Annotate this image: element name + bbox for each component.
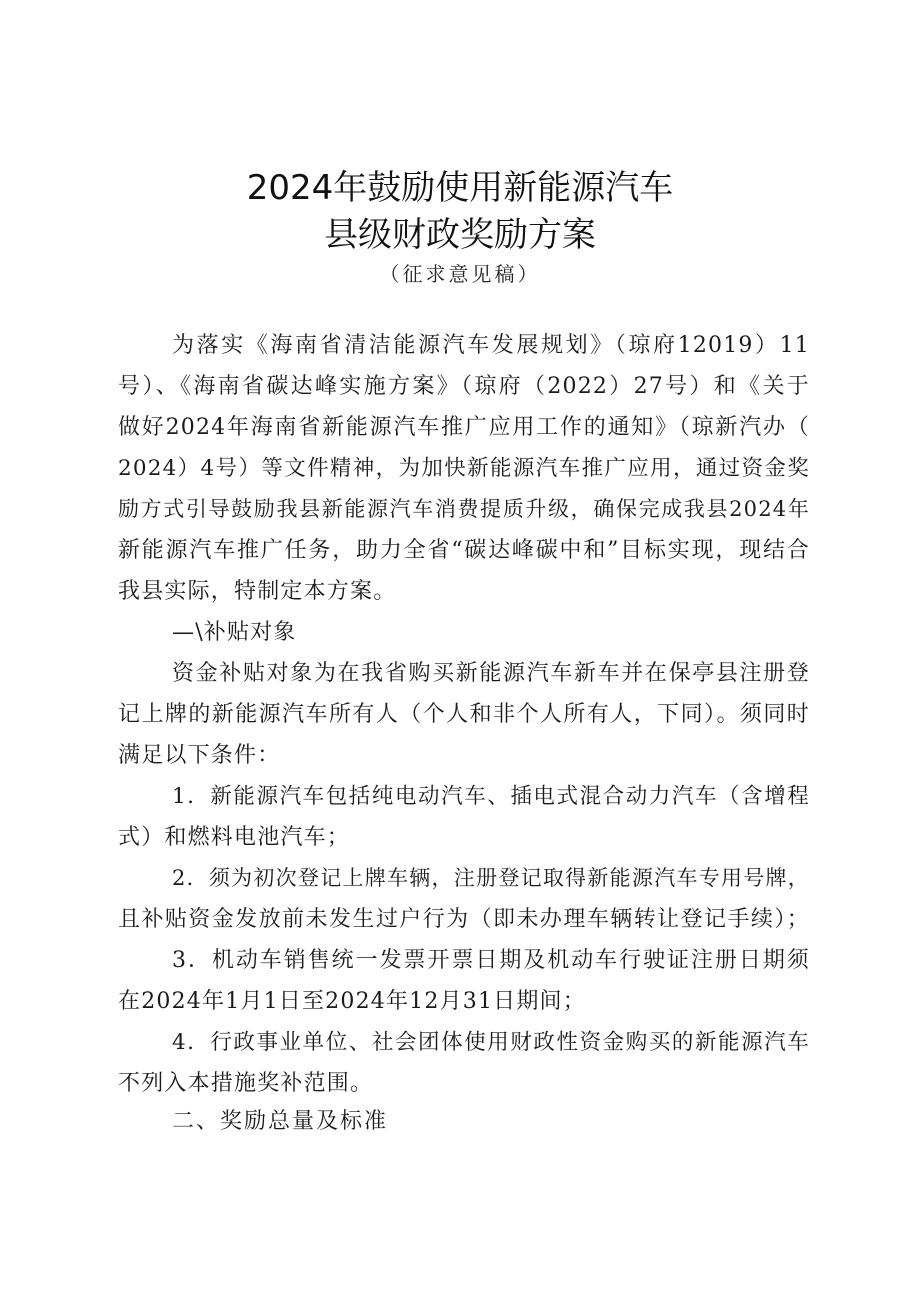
document-subtitle: （征求意见稿） xyxy=(379,262,541,286)
paragraph-line: 为落实《海南省清洁能源汽车发展规划》（琼府12019）11 xyxy=(172,333,810,358)
list-item-line: 在2024年1月1日至2024年12月31日期间； xyxy=(118,989,586,1014)
list-item-line: 不列入本措施奖补范围。 xyxy=(118,1071,374,1096)
paragraph-line: 号）、《海南省碳达峰实施方案》（琼府（2022）27号）和《关于 xyxy=(118,374,810,399)
list-item-line: 式）和燃料电池汽车； xyxy=(118,825,351,850)
section-heading: —\补贴对象 xyxy=(172,620,297,645)
document-body xyxy=(118,325,810,1104)
section-heading-2: 二、奖励总量及标准 xyxy=(172,1109,389,1134)
list-item-line: 4．行政事业单位、社会团体使用财政性资金购买的新能源汽车 xyxy=(172,1030,810,1055)
document-title-line2: 县级财政奖励方案 xyxy=(324,215,596,255)
paragraph-line: 记上牌的新能源汽车所有人（个人和非个人所有人，下同）。须同时 xyxy=(118,702,810,727)
paragraph-line: 满足以下条件： xyxy=(118,743,281,768)
document-title-line1: 2024年鼓励使用新能源汽车 xyxy=(246,168,674,208)
list-item-line: 且补贴资金发放前未发生过户行为（即未办理车辆转让登记手续）； xyxy=(118,907,810,932)
paragraph-line: 新能源汽车推广任务，助力全省“碳达峰碳中和”目标实现，现结合 xyxy=(118,538,810,563)
list-item-line: 1．新能源汽车包括纯电动汽车、插电式混合动力汽车（含增程 xyxy=(172,784,810,809)
paragraph-line: 我县实际，特制定本方案。 xyxy=(118,579,397,604)
paragraph-line: 资金补贴对象为在我省购买新能源汽车新车并在保亭县注册登 xyxy=(172,661,810,686)
paragraph-line: 2024）4号）等文件精神，为加快新能源汽车推广应用，通过资金奖 xyxy=(118,456,810,481)
list-item-line: 2．须为初次登记上牌车辆，注册登记取得新能源汽车专用号牌， xyxy=(172,866,810,890)
paragraph-line: 做好2024年海南省新能源汽车推广应用工作的通知》（琼新汽办（ xyxy=(118,415,810,440)
list-item-line: 3．机动车销售统一发票开票日期及机动车行驶证注册日期须 xyxy=(172,948,810,973)
paragraph-line: 励方式引导鼓励我县新能源汽车消费提质升级，确保完成我县2024年 xyxy=(118,497,810,521)
